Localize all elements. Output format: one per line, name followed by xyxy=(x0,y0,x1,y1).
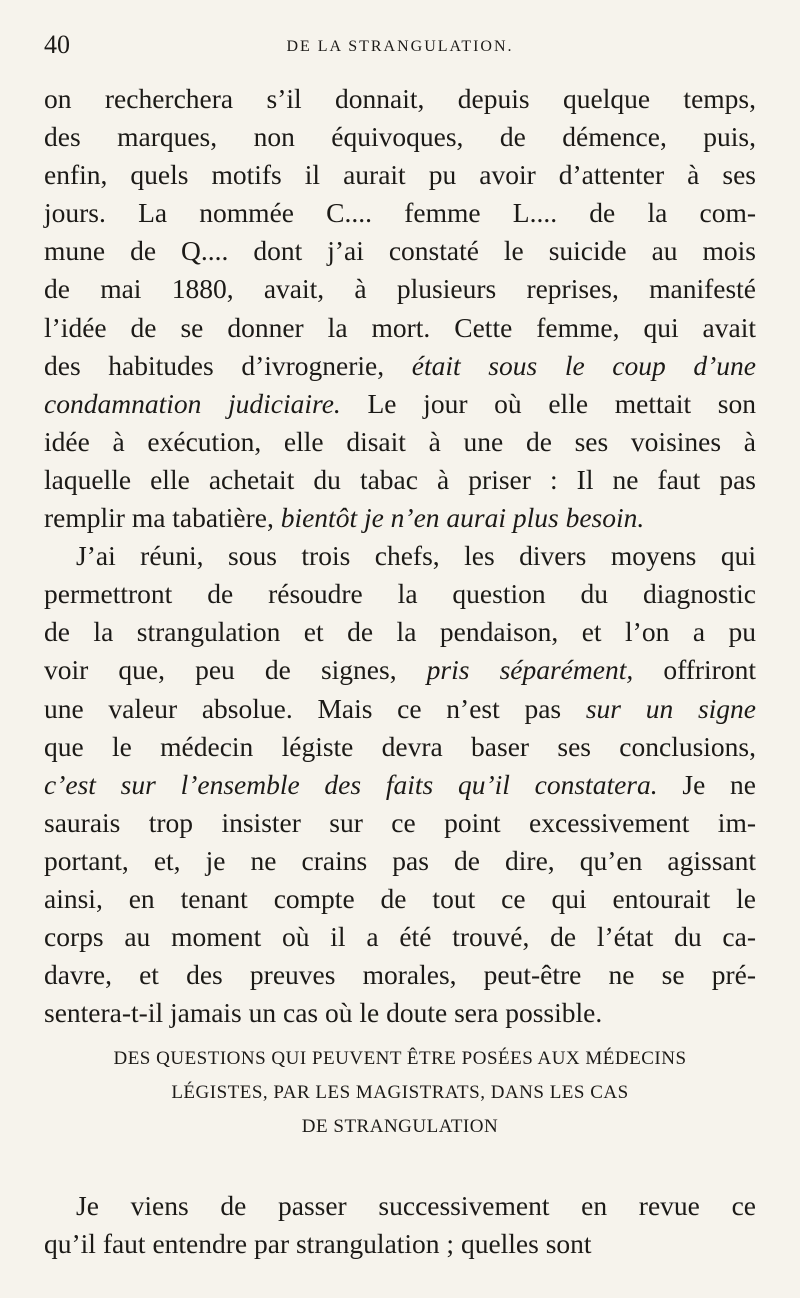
text-line xyxy=(44,728,756,766)
text-segment: offriront xyxy=(633,654,756,686)
paragraph-diagnosis-summary xyxy=(44,537,756,1032)
text-line xyxy=(44,385,756,423)
text-segment: remplir ma tabatière, xyxy=(44,502,281,534)
text-segment: de la strangulation et de la pendaison, et l’on a pu xyxy=(44,616,756,648)
text-line xyxy=(44,156,756,194)
text-segment: des marques, non équivoques, de démence, puis, xyxy=(44,121,756,153)
text-line xyxy=(44,880,756,918)
text-line xyxy=(44,766,756,804)
section-heading xyxy=(44,1042,756,1144)
text-segment: Le jour où elle mettait son xyxy=(340,387,756,419)
text-line xyxy=(44,347,756,385)
section-heading-line-1: DES QUESTIONS QUI PEUVENT ÊTRE POSÉES AUX MÉDECINS xyxy=(113,1048,687,1069)
text-segment: sentera-t-il jamais un cas où le doute sera possible. xyxy=(44,997,603,1029)
italic-text: pris séparément, xyxy=(426,654,634,686)
text-segment: Je viens de passer successivement en revue ce xyxy=(76,1190,756,1221)
next-section-text xyxy=(44,1187,756,1263)
text-line xyxy=(44,499,756,537)
text-line xyxy=(44,232,756,270)
section-heading-line-3: DE STRANGULATION xyxy=(301,1116,499,1137)
text-line xyxy=(44,423,756,461)
text-line xyxy=(44,270,756,308)
italic-text: condamnation judiciaire. xyxy=(44,387,341,419)
text-segment: idée à exécution, elle disait à une de ses voisines à xyxy=(44,425,756,457)
main-text xyxy=(44,80,756,1032)
text-line xyxy=(44,651,756,689)
text-line xyxy=(44,461,756,499)
paragraph-suicide-case xyxy=(44,80,756,537)
text-segment: J’ai réuni, sous trois chefs, les divers moyens qui xyxy=(76,540,756,572)
text-segment: une valeur absolue. Mais ce n’est pas xyxy=(44,692,586,724)
text-line xyxy=(44,537,756,575)
text-segment: mune de Q.... dont j’ai constaté le suicide au mois xyxy=(44,235,756,267)
paragraph-next-section xyxy=(44,1187,756,1263)
text-line xyxy=(44,956,756,994)
text-segment: portant, et, je ne crains pas de dire, qu’en agissant xyxy=(44,844,756,876)
italic-text: c’est sur l’ensemble des faits qu’il constatera. xyxy=(44,768,658,800)
text-line xyxy=(44,613,756,651)
text-segment: que le médecin légiste devra baser ses conclusions, xyxy=(44,730,756,762)
text-line xyxy=(44,918,756,956)
text-segment: l’idée de se donner la mort. Cette femme, qui avait xyxy=(44,311,756,343)
text-segment: jours. La nommée C.... femme L.... de la com- xyxy=(44,197,756,229)
text-segment: laquelle elle achetait du tabac à priser : Il ne faut pas xyxy=(44,463,756,495)
text-line xyxy=(44,575,756,613)
text-segment: qu’il faut entendre par strangulation ; quelles sont xyxy=(44,1228,592,1260)
text-segment: des habitudes d’ivrognerie, xyxy=(44,349,412,381)
text-segment: davre, et des preuves morales, peut-être ne se pré- xyxy=(44,959,756,991)
text-segment: ainsi, en tenant compte de tout ce qui entourait le xyxy=(44,882,756,914)
text-line xyxy=(44,194,756,232)
text-segment: Je ne xyxy=(657,768,756,800)
running-title: DE LA STRANGULATION. xyxy=(286,38,514,55)
text-line xyxy=(44,804,756,842)
text-line xyxy=(44,1225,756,1263)
text-line xyxy=(44,842,756,880)
text-line xyxy=(44,1187,756,1225)
text-line xyxy=(44,994,756,1032)
text-segment: corps au moment où il a été trouvé, de l’état du ca- xyxy=(44,921,756,953)
text-segment: saurais trop insister sur ce point excessivement im- xyxy=(44,806,756,838)
text-line xyxy=(44,80,756,118)
section-heading-line-2: LÉGISTES, PAR LES MAGISTRATS, DANS LES CAS xyxy=(171,1082,629,1103)
running-head xyxy=(44,30,756,60)
text-segment: de mai 1880, avait, à plusieurs reprises, manifesté xyxy=(44,273,756,305)
italic-text: sur un signe xyxy=(585,692,756,724)
text-line xyxy=(44,118,756,156)
italic-text: était sous le coup d’une xyxy=(411,349,757,381)
text-line xyxy=(44,690,756,728)
text-line xyxy=(44,309,756,347)
page-number: 40 xyxy=(44,30,70,59)
text-segment: enfin, quels motifs il aurait pu avoir d’attenter à ses xyxy=(44,159,756,191)
text-segment: voir que, peu de signes, xyxy=(44,654,427,686)
text-segment: permettront de résoudre la question du diagnostic xyxy=(44,578,756,610)
text-segment: on recherchera s’il donnait, depuis quelque temps, xyxy=(44,83,756,114)
italic-text: bientôt je n’en aurai plus besoin. xyxy=(280,502,645,534)
